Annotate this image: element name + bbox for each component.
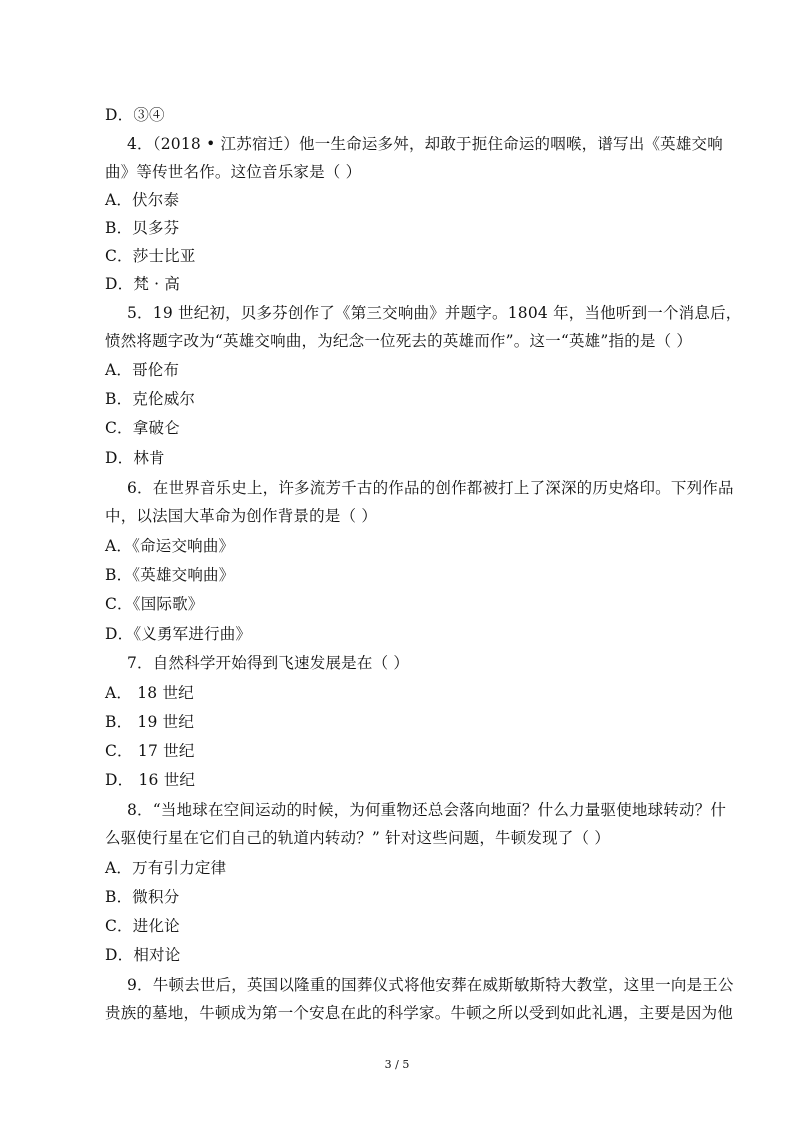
answer-option: A．《命运交响曲》 bbox=[105, 537, 235, 555]
question-stem-continued: 曲》等传世名作。这位音乐家是（ ） bbox=[105, 163, 362, 181]
answer-option: D．梵 · 高 bbox=[105, 275, 181, 293]
question-stem: 8．“当地球在空间运动的时候，为何重物还总会落向地面？什么力量驱使地球转动？什 bbox=[127, 801, 727, 819]
question-stem-continued: 愤然将题字改为“英雄交响曲，为纪念一位死去的英雄而作”。这一“英雄”指的是（ ） bbox=[105, 332, 693, 350]
answer-option: D．③④ bbox=[105, 106, 165, 124]
answer-option: B．微积分 bbox=[105, 888, 180, 906]
question-stem-continued: 贵族的墓地，牛顿成为第一个安息在此的科学家。牛顿之所以受到如此礼遇，主要是因为他 bbox=[105, 1004, 734, 1022]
question-stem: 7．自然科学开始得到飞速发展是在（ ） bbox=[127, 654, 410, 672]
answer-option: D．《义勇军进行曲》 bbox=[105, 625, 252, 643]
answer-option: D．林肯 bbox=[105, 449, 165, 467]
question-stem: 6．在世界音乐史上，许多流芳千古的作品的创作都被打上了深深的历史烙印。下列作品 bbox=[127, 479, 734, 497]
page-number: 3 / 5 bbox=[384, 1058, 410, 1071]
question-stem: 4．（2018 • 江苏宿迁）他一生命运多舛，却敢于扼住命运的咽喉，谱写出《英雄交响 bbox=[127, 135, 723, 153]
answer-option: A．伏尔泰 bbox=[105, 191, 180, 209]
answer-option: B．《英雄交响曲》 bbox=[105, 566, 235, 584]
answer-option: B．贝多芬 bbox=[105, 219, 180, 237]
answer-option: D．相对论 bbox=[105, 946, 181, 964]
question-stem: 5．19 世纪初，贝多芬创作了《第三交响曲》并题字。1804 年，当他听到一个消息后， bbox=[127, 304, 742, 322]
answer-option: B．克伦威尔 bbox=[105, 390, 196, 408]
answer-option: C．拿破仑 bbox=[105, 419, 180, 437]
answer-option: C．莎士比亚 bbox=[105, 247, 196, 265]
answer-option: A．万有引力定律 bbox=[105, 859, 227, 877]
answer-option: B． 19 世纪 bbox=[105, 713, 195, 731]
answer-option: C．《国际歌》 bbox=[105, 595, 204, 613]
question-stem: 9．牛顿去世后，英国以隆重的国葬仪式将他安葬在威斯敏斯特大教堂，这里一向是王公 bbox=[127, 976, 734, 994]
answer-option: A． 18 世纪 bbox=[105, 684, 194, 702]
question-stem-continued: 么驱使行星在它们自己的轨道内转动？” 针对这些问题，牛顿发现了（ ） bbox=[105, 829, 611, 847]
answer-option: C．进化论 bbox=[105, 917, 180, 935]
answer-option: C． 17 世纪 bbox=[105, 742, 195, 760]
answer-option: A．哥伦布 bbox=[105, 361, 180, 379]
answer-option: D． 16 世纪 bbox=[105, 771, 196, 789]
question-stem-continued: 中，以法国大革命为创作背景的是（ ） bbox=[105, 507, 378, 525]
